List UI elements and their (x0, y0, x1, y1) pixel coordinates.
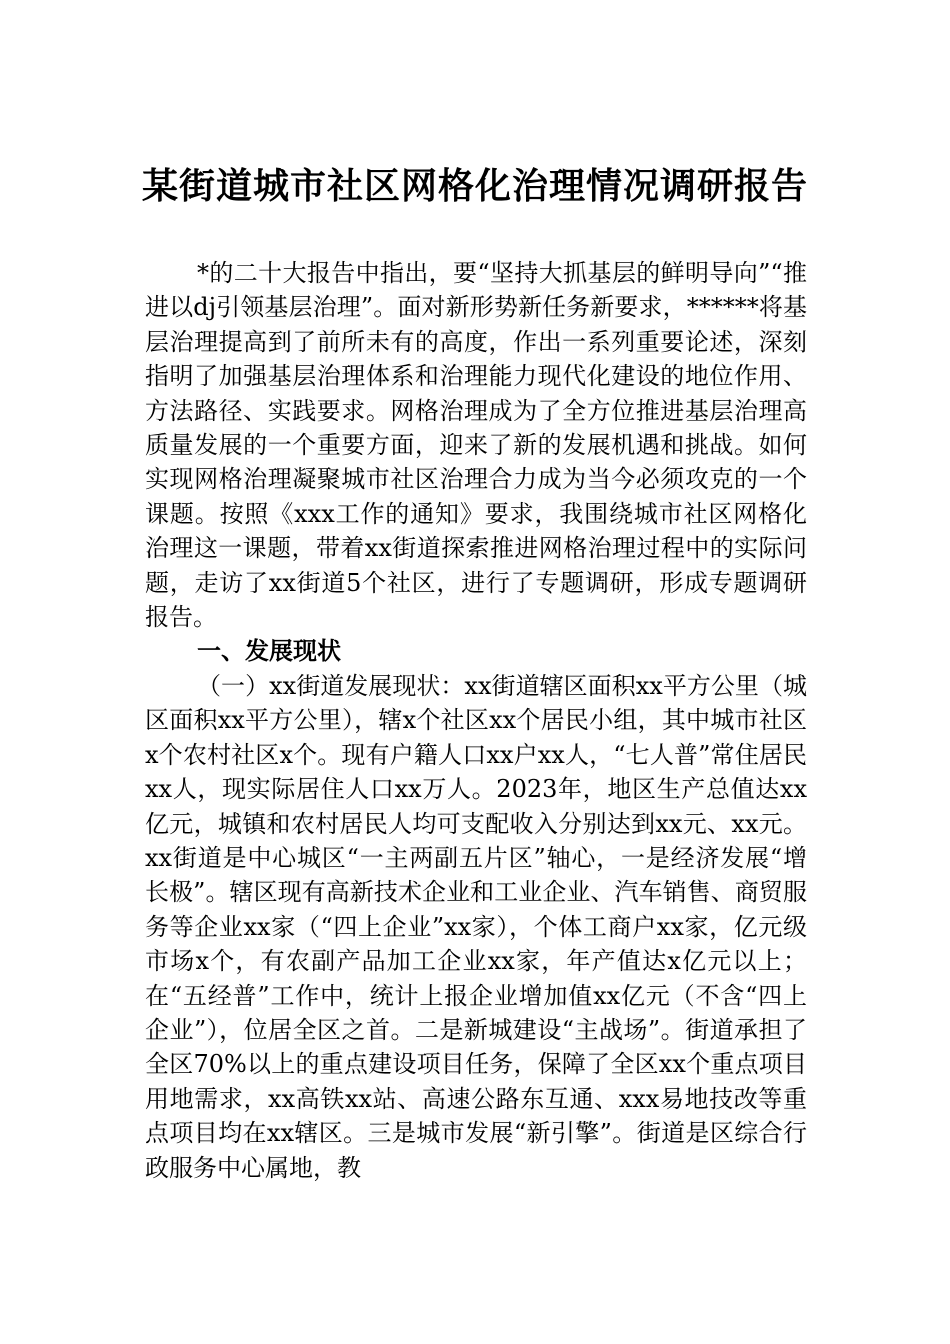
intro-paragraph: *的二十大报告中指出，要“坚持大抓基层的鲜明导向”“推进以dj引领基层治理”。面对新形势新任务新要求，******将基层治理提高到了前所未有的高度，作出一系列重要论述，深刻指明了加强基层治理体系和治理能力现代化建设的地位作用、方法路径、实践要求。网格治理成为了全方位推进基层治理高质量发展的一个重要方面，迎来了新的发展机遇和挑战。如何实现网格治理凝聚城市社区治理合力成为当今必须攻克的一个课题。按照《xxx工作的通知》要求，我围绕城市社区网格化治理这一课题，带着xx街道探索推进网格治理过程中的实际问题，走访了xx街道5个社区，进行了专题调研，形成专题调研报告。 (145, 259, 807, 632)
section-heading-development-status: 一、发展现状 (197, 637, 341, 666)
section-paragraph-street-status: （一）xx街道发展现状：xx街道辖区面积xx平方公里（城区面积xx平方公里），辖x个社区xx个居民小组，其中城市社区x个农村社区x个。现有户籍人口xx户xx人，“七人普”常住居民xx人，现实际居住人口xx万人。2023年，地区生产总值达xx亿元，城镇和农村居民人均可支配收入分别达到xx元、xx元。xx街道是中心城区“一主两副五片区”轴心，一是经济发展“增长极”。辖区现有高新技术企业和工业企业、汽车销售、商贸服务等企业xx家（“四上企业”xx家），个体工商户xx家，亿元级市场x个，有农副产品加工企业xx家，年产值达x亿元以上；在“五经普”工作中，统计上报企业增加值xx亿元（不含“四上企业”），位居全区之首。二是新城建设“主战场”。街道承担了全区70%以上的重点建设项目任务，保障了全区xx个重点项目用地需求，xx高铁xx站、高速公路东互通、xxx易地技改等重点项目均在xx辖区。三是城市发展“新引擎”。街道是区综合行政服务中心属地，教 (145, 671, 807, 1182)
document-title: 某街道城市社区网格化治理情况调研报告 (141, 165, 808, 207)
document-body (145, 256, 807, 1185)
